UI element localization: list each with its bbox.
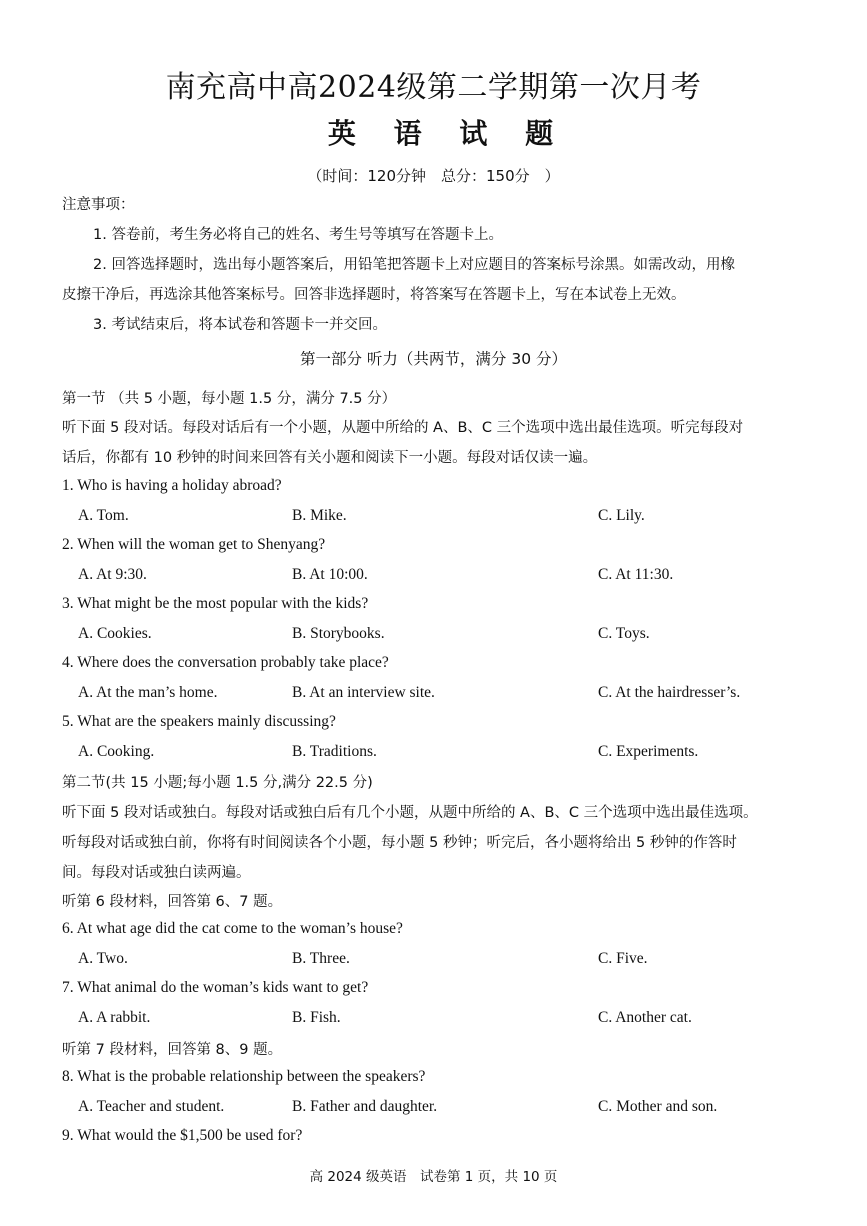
notes-heading: 注意事项： [62, 197, 135, 213]
q5-option-b: B. Traditions. [292, 743, 377, 760]
q1-option-b: B. Mike. [292, 507, 347, 524]
note-item-2-line1: 2. 回答选择题时，选出每小题答案后，用铅笔把答题卡上对应题目的答案标号涂黑。如需改动，用橡 [93, 257, 735, 273]
question-8: 8. What is the probable relationship between the speakers? [62, 1068, 426, 1085]
exam-title: 南充高中高2024级第二学期第一次月考 [165, 70, 702, 105]
q2-option-a: A. At 9:30. [78, 566, 147, 583]
question-3: 3. What might be the most popular with the kids? [62, 595, 369, 612]
q6-option-b: B. Three. [292, 950, 350, 967]
section2-instr-line1: 听下面 5 段对话或独白。每段对话或独白后有几个小题，从题中所给的 A、B、C 三个选项中选出最佳选项。 [62, 805, 758, 821]
part1-heading: 第一部分 听力（共两节，满分 30 分） [299, 350, 567, 368]
q3-option-c: C. Toys. [598, 625, 650, 642]
section1-instr-line2: 话后，你都有 10 秒钟的时间来回答有关小题和阅读下一小题。每段对话仅读一遍。 [62, 450, 598, 466]
note-item-3: 3. 考试结束后，将本试卷和答题卡一并交回。 [93, 317, 387, 333]
question-2: 2. When will the woman get to Shenyang? [62, 536, 326, 553]
page-footer: 高 2024 级英语 试卷第 1 页，共 10 页 [309, 1169, 558, 1185]
q2-option-c: C. At 11:30. [598, 566, 674, 583]
question-1: 1. Who is having a holiday abroad? [62, 477, 282, 494]
q1-option-a: A. Tom. [78, 507, 129, 524]
section2-instr-line3: 间。每段对话或独白读两遍。 [62, 865, 251, 881]
note-item-2-line2: 皮擦干净后，再选涂其他答案标号。回答非选择题时，将答案写在答题卡上，写在本试卷上无效。 [62, 287, 686, 303]
q5-option-c: C. Experiments. [598, 743, 699, 760]
question-5: 5. What are the speakers mainly discussing? [62, 713, 336, 730]
q8-option-a: A. Teacher and student. [78, 1098, 225, 1115]
subject-title: 英 语 试 题 [327, 117, 568, 150]
q2-option-b: B. At 10:00. [292, 566, 368, 583]
q4-option-b: B. At an interview site. [292, 684, 435, 701]
note-item-1: 1. 答卷前，考生务必将自己的姓名、考生号等填写在答题卡上。 [93, 227, 503, 243]
q8-option-b: B. Father and daughter. [292, 1098, 438, 1115]
question-6: 6. At what age did the cat come to the woman’s house? [62, 920, 403, 937]
q5-option-a: A. Cooking. [78, 743, 155, 760]
question-4: 4. Where does the conversation probably take place? [62, 654, 389, 671]
q4-option-a: A. At the man’s home. [78, 684, 218, 701]
q7-option-a: A. A rabbit. [78, 1009, 151, 1026]
section2-instr-line2: 听每段对话或独白前，你将有时间阅读各个小题，每小题 5 秒钟；听完后，各小题将给出 5 秒钟的作答时 [62, 835, 737, 851]
q6-option-c: C. Five. [598, 950, 648, 967]
q8-option-c: C. Mother and son. [598, 1098, 718, 1115]
question-9: 9. What would the $1,500 be used for? [62, 1127, 303, 1144]
q4-option-c: C. At the hairdresser’s. [598, 684, 741, 701]
q3-option-b: B. Storybooks. [292, 625, 385, 642]
q7-option-c: C. Another cat. [598, 1009, 692, 1026]
section1-instr-line1: 听下面 5 段对话。每段对话后有一个小题，从题中所给的 A、B、C 三个选项中选出最佳选项。听完每段对 [62, 420, 744, 436]
section2-heading: 第二节(共 15 小题;每小题 1.5 分,满分 22.5 分) [62, 775, 373, 791]
q6-option-a: A. Two. [78, 950, 128, 967]
material-7-heading: 听第 7 段材料，回答第 8、9 题。 [62, 1042, 283, 1058]
question-7: 7. What animal do the woman’s kids want to get? [62, 979, 369, 996]
q7-option-b: B. Fish. [292, 1009, 341, 1026]
section1-heading: 第一节 （共 5 小题，每小题 1.5 分，满分 7.5 分） [62, 391, 397, 407]
material-6-heading: 听第 6 段材料，回答第 6、7 题。 [62, 894, 283, 910]
q1-option-c: C. Lily. [598, 507, 645, 524]
q3-option-a: A. Cookies. [78, 625, 152, 642]
time-info: （时间：120分钟 总分：150分 ） [307, 167, 560, 185]
